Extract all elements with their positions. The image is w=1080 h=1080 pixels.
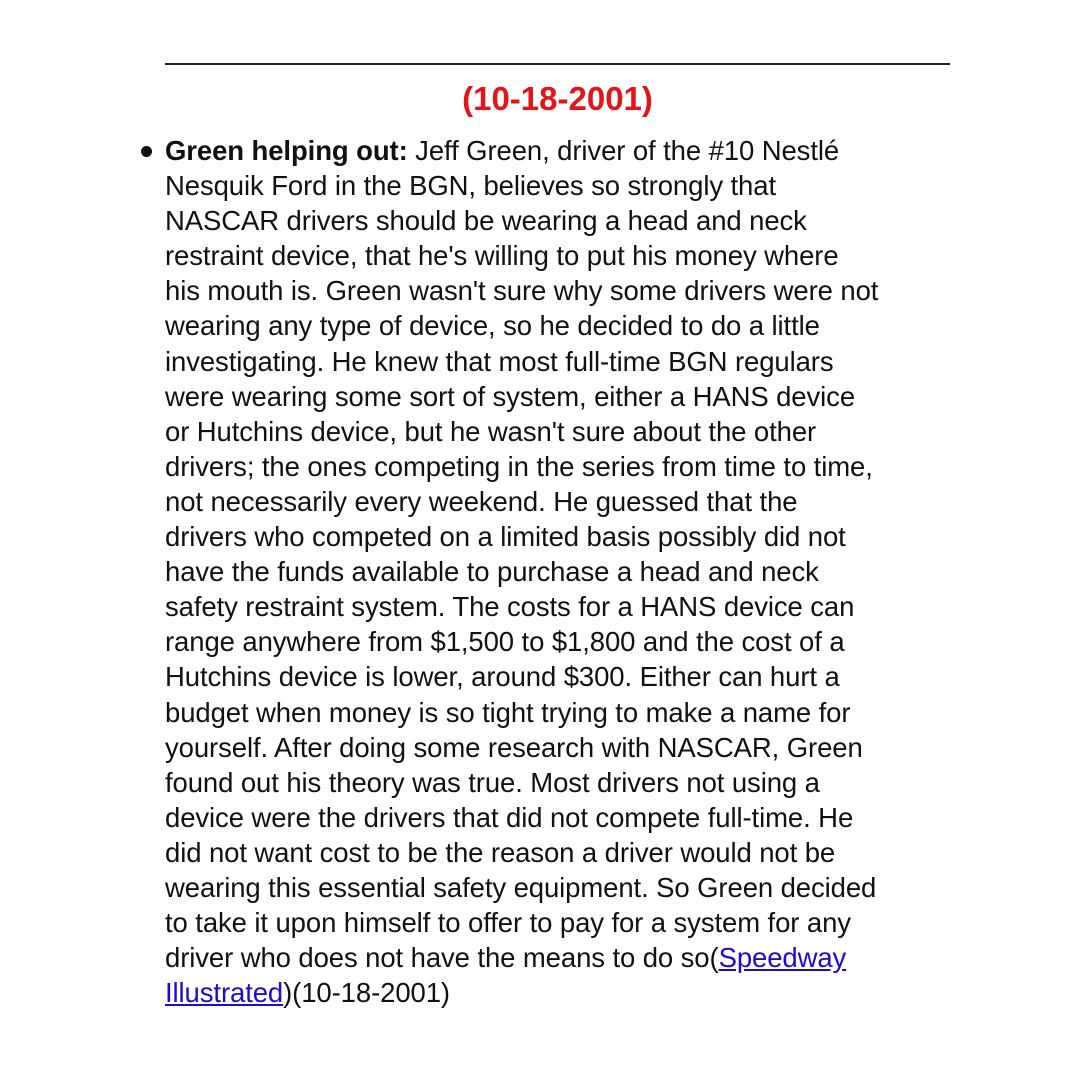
article-line: NASCAR drivers should be wearing a head and neck <box>165 205 807 237</box>
source-link-text-2[interactable]: Illustrated <box>165 977 284 1009</box>
article-line: safety restraint system. The costs for a HANS device can <box>165 591 855 623</box>
article-line: investigating. He knew that most full-time BGN regulars <box>165 345 834 377</box>
article-line: yourself. After doing some research with NASCAR, Green <box>165 731 863 763</box>
article-line: drivers; the ones competing in the series from time to time, <box>165 450 873 482</box>
article-line: his mouth is. Green wasn't sure why some drivers were not <box>165 275 879 307</box>
article-line: were wearing some sort of system, either a HANS device <box>165 380 856 412</box>
article-line: Nesquik Ford in the BGN, believes so strongly that <box>165 170 776 202</box>
article-line: budget when money is so tight trying to make a name for <box>165 696 851 728</box>
article-line: Hutchins device is lower, around $300. Either can hurt a <box>165 661 840 693</box>
article-line: wearing this essential safety equipment. So Green decided <box>165 871 877 903</box>
article-line: to take it upon himself to offer to pay for a system for any <box>165 907 851 939</box>
article-line: Jeff Green, driver of the #10 Nestlé <box>407 135 840 166</box>
date-heading: (10-18-2001) <box>462 80 653 117</box>
bullet-icon <box>141 146 152 157</box>
source-link-text-1[interactable]: Speedway <box>718 942 847 974</box>
article-lead: Green helping out: <box>165 135 408 166</box>
article-line: driver who does not have the means to do so( <box>165 942 719 974</box>
article-line: did not want cost to be the reason a driver would not be <box>165 836 836 868</box>
article-line: restraint device, that he's willing to put his money where <box>165 240 839 272</box>
article-line: wearing any type of device, so he decided to do a little <box>165 310 820 342</box>
source-date: )(10-18-2001) <box>283 977 450 1009</box>
article-line: not necessarily every weekend. He guessed that the <box>165 485 798 517</box>
horizontal-rule <box>165 63 950 65</box>
article-line: range anywhere from $1,500 to $1,800 and the cost of a <box>165 626 845 658</box>
article-line: found out his theory was true. Most drivers not using a <box>165 766 820 798</box>
article-line: device were the drivers that did not compete full-time. He <box>165 801 854 833</box>
article-line: drivers who competed on a limited basis possibly did not <box>165 521 846 553</box>
article-line: have the funds available to purchase a head and neck <box>165 556 819 588</box>
article-paragraph <box>165 133 950 1010</box>
article-line: or Hutchins device, but he wasn't sure about the other <box>165 415 817 447</box>
